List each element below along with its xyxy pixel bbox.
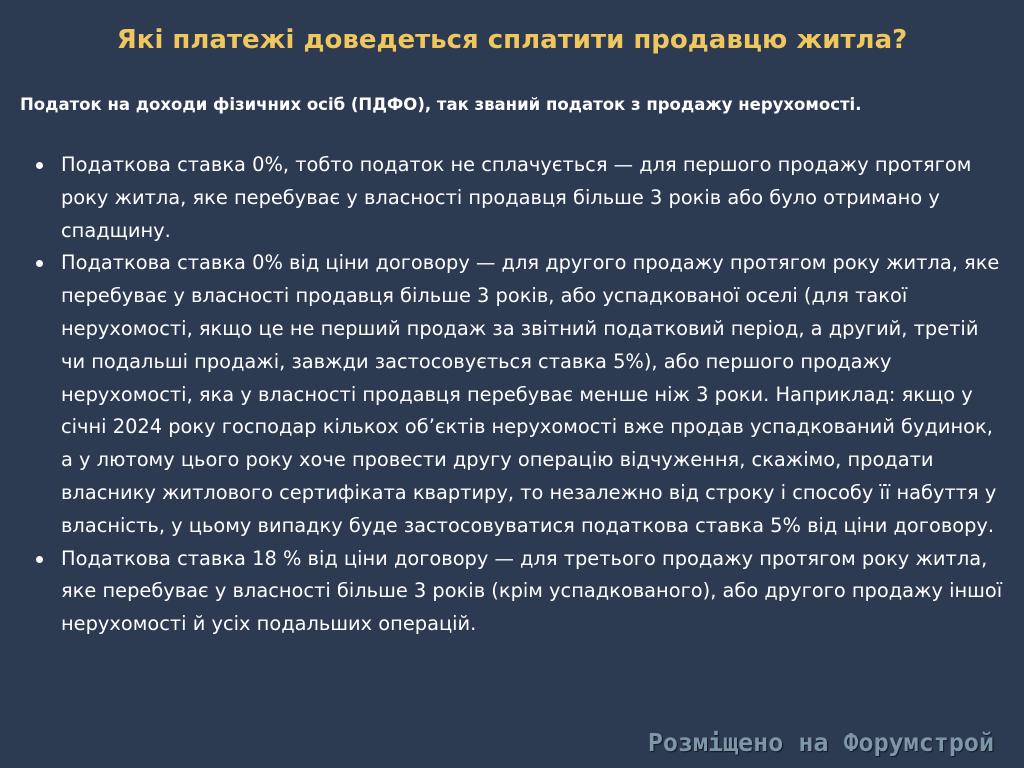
bullet-list (34, 149, 1004, 641)
bullet-icon (36, 556, 43, 563)
bullet-icon (36, 162, 43, 169)
watermark: Розміщено на Форумстрой (647, 728, 994, 757)
list-item (34, 149, 1004, 247)
list-item-text: Податкова ставка 18 % від ціни договору — для третього продажу протягом року житла, яке перебуває у власності більше 3 років (крім успадкованого), або другого продажу іншої нерухомості й усіх подальших операцій. (61, 546, 1003, 636)
slide-title: Які платежі доведеться сплатити продавцю житла? (116, 25, 908, 55)
list-item-text: Податкова ставка 0%, тобто податок не сплачується — для першого продажу протягом року житла, яке перебуває у власності продавця більше 3 років або було отримано у спадщину. (61, 153, 972, 242)
list-item-text: Податкова ставка 0% від ціни договору — для другого продажу протягом року житла, яке перебуває у власності продавця більше 3 років, або успадкованої оселі (для такої нерухомості, якщо це не перший продаж за звітний податковий період, а другий, третій чи подальші продажі, завжди застосовується ставка 5%), або першого продажу нерухомості, яка у власності продавця перебуває менше ніж 3 роки. Наприклад: якщо у січні 2024 року господар кількох об’єктів нерухомості вже продав успадкований будинок, а у лютому цього року хоче провести другу операцію відчуження, скажімо, продати власнику житлового сертифіката квартиру, то незалежно від строку і способу її набуття у власність, у цьому випадку буде застосовуватися податкова ставка 5% від ціни договору. (61, 251, 1000, 537)
bullet-icon (36, 260, 43, 267)
list-item (34, 543, 1004, 641)
slide-subtitle: Податок на доходи фізичних осіб (ПДФО), так званий податок з продажу нерухомості. (20, 95, 862, 114)
list-item (34, 247, 1004, 542)
